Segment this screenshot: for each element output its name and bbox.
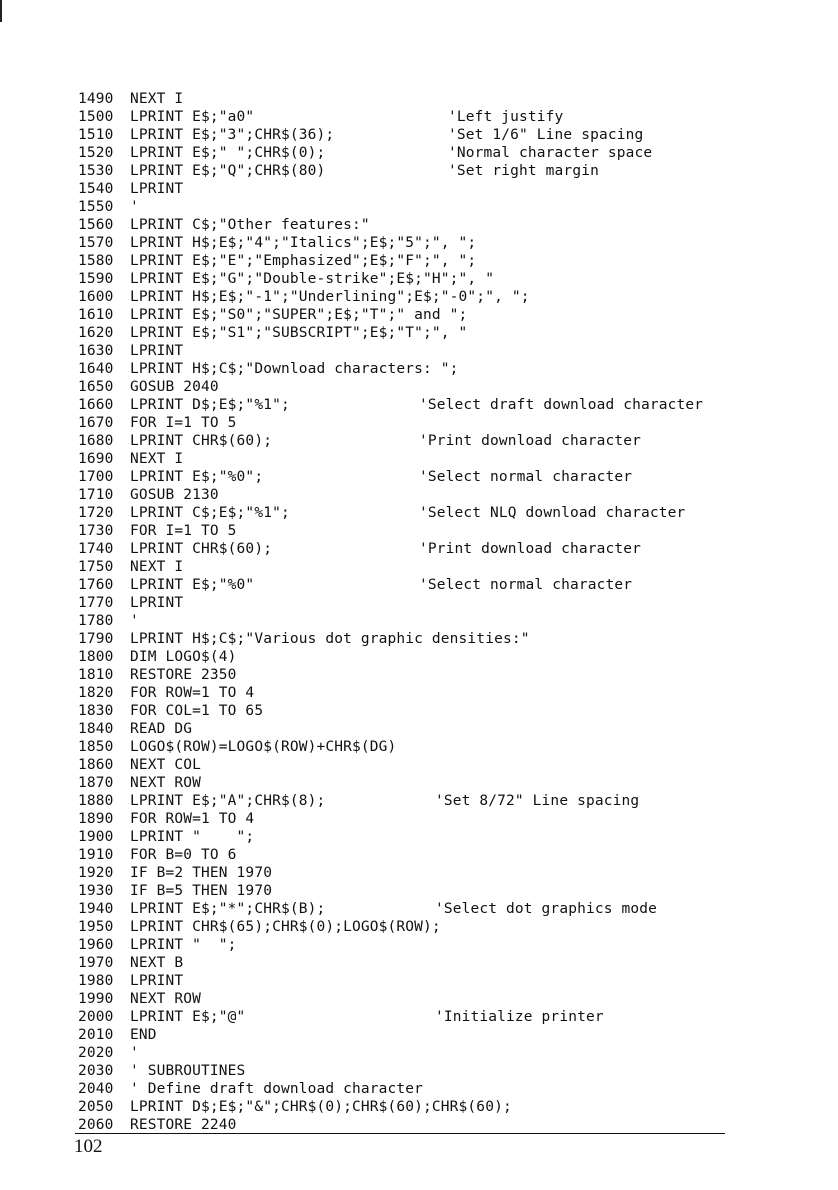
code-line (78, 1008, 818, 1026)
line-number: 1660 (78, 397, 114, 413)
line-code: FOR COL=1 TO 65 (130, 703, 264, 719)
code-line (78, 1098, 818, 1116)
code-line (78, 90, 818, 108)
page-number: 102 (74, 1136, 103, 1157)
code-line (78, 432, 818, 450)
code-line (78, 576, 818, 594)
line-code: ' (130, 199, 139, 215)
line-code: LPRINT E$;"%0" (130, 577, 255, 593)
line-code: END (130, 1027, 157, 1043)
line-code: LPRINT H$;C$;"Various dot graphic densities:" (130, 631, 530, 647)
line-code: LPRINT (130, 181, 184, 197)
code-line (78, 108, 818, 126)
line-code: RESTORE 2240 (130, 1117, 237, 1133)
line-number: 1880 (78, 793, 114, 809)
line-number: 2040 (78, 1081, 114, 1097)
line-code: ' (130, 1045, 139, 1061)
line-code: LPRINT E$;"a0" (130, 109, 255, 125)
line-code: LPRINT " "; (130, 937, 237, 953)
line-code: ' SUBROUTINES (130, 1063, 246, 1079)
line-comment: 'Select NLQ download character (419, 505, 686, 521)
line-number: 1500 (78, 109, 114, 125)
line-number: 1890 (78, 811, 114, 827)
code-line (78, 1080, 818, 1098)
line-number: 1540 (78, 181, 114, 197)
line-code: LPRINT H$;E$;"4";"Italics";E$;"5";", "; (130, 235, 477, 251)
line-code: LPRINT E$;"Q";CHR$(80) (130, 163, 326, 179)
code-line (78, 468, 818, 486)
code-line (78, 360, 818, 378)
line-code: LPRINT E$;"A";CHR$(8); (130, 793, 326, 809)
line-comment: 'Select dot graphics mode (435, 901, 657, 917)
line-number: 1860 (78, 757, 114, 773)
line-code: FOR I=1 TO 5 (130, 415, 237, 431)
line-code: LPRINT D$;E$;"&";CHR$(0);CHR$(60);CHR$(60); (130, 1099, 512, 1115)
code-line (78, 396, 818, 414)
line-code: NEXT ROW (130, 991, 202, 1007)
line-comment: 'Initialize printer (435, 1009, 604, 1025)
code-line (78, 306, 818, 324)
line-code: LPRINT E$;"E";"Emphasized";E$;"F";", "; (130, 253, 477, 269)
line-code: LOGO$(ROW)=LOGO$(ROW)+CHR$(DG) (130, 739, 397, 755)
line-code: ' Define draft download character (130, 1081, 424, 1097)
line-code: DIM LOGO$(4) (130, 649, 237, 665)
line-code: LPRINT E$;"S1";"SUBSCRIPT";E$;"T";", " (130, 325, 468, 341)
code-line (78, 342, 818, 360)
line-comment: 'Set right margin (448, 163, 599, 179)
line-comment: 'Select draft download character (419, 397, 704, 413)
code-line (78, 1026, 818, 1044)
line-code: FOR ROW=1 TO 4 (130, 685, 255, 701)
line-code: LPRINT (130, 595, 184, 611)
line-number: 1810 (78, 667, 114, 683)
line-code: LPRINT E$;"G";"Double-strike";E$;"H";", " (130, 271, 495, 287)
code-line (78, 918, 818, 936)
code-line (78, 216, 818, 234)
line-number: 1910 (78, 847, 114, 863)
line-number: 1670 (78, 415, 114, 431)
code-line (78, 126, 818, 144)
line-code: LPRINT CHR$(60); (130, 541, 273, 557)
line-code: LPRINT D$;E$;"%1"; (130, 397, 290, 413)
line-code: LPRINT E$;"*";CHR$(B); (130, 901, 326, 917)
line-comment: 'Left justify (448, 109, 564, 125)
line-code: LPRINT C$;"Other features:" (130, 217, 370, 233)
page-edge-mark (0, 0, 2, 22)
line-code: NEXT COL (130, 757, 202, 773)
code-line (78, 180, 818, 198)
code-line (78, 1116, 818, 1134)
line-number: 1720 (78, 505, 114, 521)
code-line (78, 702, 818, 720)
code-line (78, 846, 818, 864)
code-line (78, 270, 818, 288)
line-code: LPRINT E$;" ";CHR$(0); (130, 145, 326, 161)
code-line (78, 648, 818, 666)
code-line (78, 414, 818, 432)
line-number: 1940 (78, 901, 114, 917)
line-code: RESTORE 2350 (130, 667, 237, 683)
line-comment: 'Set 1/6" Line spacing (448, 127, 644, 143)
code-line (78, 144, 818, 162)
line-number: 1870 (78, 775, 114, 791)
code-line (78, 612, 818, 630)
line-number: 1610 (78, 307, 114, 323)
line-code: FOR ROW=1 TO 4 (130, 811, 255, 827)
line-number: 2010 (78, 1027, 114, 1043)
code-line (78, 828, 818, 846)
line-number: 1800 (78, 649, 114, 665)
code-line (78, 864, 818, 882)
basic-program-listing (78, 90, 818, 1134)
line-comment: 'Print download character (419, 433, 641, 449)
code-line (78, 378, 818, 396)
code-line (78, 486, 818, 504)
line-number: 1920 (78, 865, 114, 881)
code-line (78, 720, 818, 738)
line-code: ' (130, 613, 139, 629)
code-line (78, 900, 818, 918)
line-code: LPRINT E$;"3";CHR$(36); (130, 127, 335, 143)
line-number: 1650 (78, 379, 114, 395)
line-number: 1750 (78, 559, 114, 575)
line-code: NEXT I (130, 91, 184, 107)
code-line (78, 198, 818, 216)
line-comment: 'Select normal character (419, 469, 633, 485)
line-number: 1630 (78, 343, 114, 359)
code-line (78, 504, 818, 522)
line-comment: 'Select normal character (419, 577, 633, 593)
code-line (78, 756, 818, 774)
line-number: 1820 (78, 685, 114, 701)
line-comment: 'Print download character (419, 541, 641, 557)
code-line (78, 882, 818, 900)
line-number: 1700 (78, 469, 114, 485)
line-code: LPRINT E$;"%0"; (130, 469, 264, 485)
line-code: LPRINT C$;E$;"%1"; (130, 505, 290, 521)
line-number: 1960 (78, 937, 114, 953)
code-line (78, 252, 818, 270)
line-number: 1840 (78, 721, 114, 737)
line-code: IF B=5 THEN 1970 (130, 883, 273, 899)
code-line (78, 450, 818, 468)
line-code: LPRINT CHR$(65);CHR$(0);LOGO$(ROW); (130, 919, 441, 935)
line-number: 1560 (78, 217, 114, 233)
line-number: 1930 (78, 883, 114, 899)
line-code: LPRINT H$;C$;"Download characters: "; (130, 361, 459, 377)
code-line (78, 684, 818, 702)
code-line (78, 1062, 818, 1080)
line-number: 1690 (78, 451, 114, 467)
code-line (78, 972, 818, 990)
code-line (78, 990, 818, 1008)
code-line (78, 540, 818, 558)
code-line (78, 792, 818, 810)
line-number: 1680 (78, 433, 114, 449)
line-code: NEXT ROW (130, 775, 202, 791)
line-number: 2050 (78, 1099, 114, 1115)
line-number: 1550 (78, 199, 114, 215)
code-line (78, 522, 818, 540)
line-number: 1510 (78, 127, 114, 143)
line-code: NEXT I (130, 451, 184, 467)
line-number: 2020 (78, 1045, 114, 1061)
line-code: IF B=2 THEN 1970 (130, 865, 273, 881)
line-number: 1780 (78, 613, 114, 629)
code-line (78, 936, 818, 954)
line-number: 1490 (78, 91, 114, 107)
line-number: 1980 (78, 973, 114, 989)
line-number: 2000 (78, 1009, 114, 1025)
line-code: LPRINT (130, 973, 184, 989)
line-code: FOR B=0 TO 6 (130, 847, 237, 863)
line-number: 1970 (78, 955, 114, 971)
line-number: 1770 (78, 595, 114, 611)
line-number: 1900 (78, 829, 114, 845)
line-code: LPRINT E$;"@" (130, 1009, 246, 1025)
line-number: 1620 (78, 325, 114, 341)
line-number: 1760 (78, 577, 114, 593)
line-code: FOR I=1 TO 5 (130, 523, 237, 539)
code-line (78, 594, 818, 612)
line-number: 1590 (78, 271, 114, 287)
line-number: 1530 (78, 163, 114, 179)
line-number: 2030 (78, 1063, 114, 1079)
line-code: NEXT I (130, 559, 184, 575)
line-number: 1950 (78, 919, 114, 935)
code-line (78, 558, 818, 576)
line-code: LPRINT " "; (130, 829, 255, 845)
code-line (78, 810, 818, 828)
line-number: 1710 (78, 487, 114, 503)
code-line (78, 666, 818, 684)
line-code: NEXT B (130, 955, 184, 971)
line-number: 1850 (78, 739, 114, 755)
code-line (78, 324, 818, 342)
line-number: 1790 (78, 631, 114, 647)
line-number: 1730 (78, 523, 114, 539)
code-line (78, 774, 818, 792)
line-number: 1580 (78, 253, 114, 269)
code-line (78, 630, 818, 648)
code-line (78, 738, 818, 756)
line-code: LPRINT (130, 343, 184, 359)
line-number: 1740 (78, 541, 114, 557)
line-number: 1990 (78, 991, 114, 1007)
footer-rule (75, 1133, 725, 1134)
code-line (78, 1044, 818, 1062)
code-line (78, 954, 818, 972)
line-code: GOSUB 2040 (130, 379, 219, 395)
line-code: LPRINT CHR$(60); (130, 433, 273, 449)
code-line (78, 234, 818, 252)
code-line (78, 288, 818, 306)
line-code: READ DG (130, 721, 193, 737)
line-code: LPRINT H$;E$;"-1";"Underlining";E$;"-0";", "; (130, 289, 530, 305)
line-number: 1640 (78, 361, 114, 377)
line-number: 1570 (78, 235, 114, 251)
line-code: GOSUB 2130 (130, 487, 219, 503)
line-number: 1520 (78, 145, 114, 161)
line-number: 2060 (78, 1117, 114, 1133)
line-comment: 'Set 8/72" Line spacing (435, 793, 640, 809)
line-number: 1600 (78, 289, 114, 305)
line-code: LPRINT E$;"S0";"SUPER";E$;"T";" and "; (130, 307, 468, 323)
line-comment: 'Normal character space (448, 145, 653, 161)
line-number: 1830 (78, 703, 114, 719)
code-line (78, 162, 818, 180)
